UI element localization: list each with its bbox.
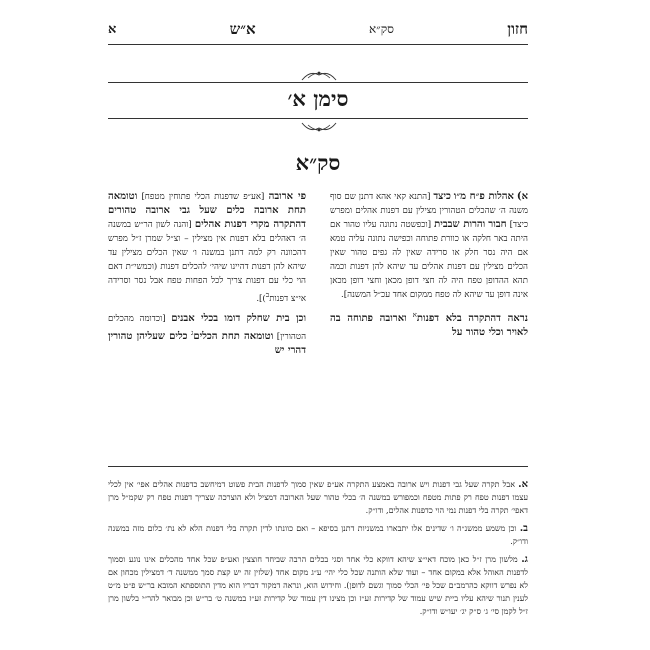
running-head-letter: א [108, 22, 117, 37]
bold-text: והרות שבבית [434, 219, 486, 230]
footnote-ref: א [412, 310, 417, 319]
body-text: [התנא קאי אהא דתנן שם סוף משנה ה׳ שהכלים הטהורין מצילין עם דפנות אהלים ומפרש כיצד] [330, 192, 529, 230]
paragraph [330, 308, 528, 340]
footnote-mark: ג. [521, 554, 528, 565]
footnote [108, 553, 528, 618]
bold-text: וטומאה תחת ארובה כלים שעל גבי ארובה טהורים דהתקרה מקרי דפנות אהלים [108, 191, 306, 230]
siman-title: סימן א׳ [287, 86, 349, 111]
bottom-ornament-icon [300, 121, 338, 135]
footnote [108, 478, 528, 517]
footnote-mark: ב. [519, 523, 529, 534]
bold-text: כיצד [433, 191, 451, 202]
text-column-left [108, 190, 306, 430]
footnote-rule [108, 466, 528, 467]
running-head-word: א״ש [229, 19, 256, 38]
header-rule [108, 44, 528, 45]
paragraph [330, 190, 528, 302]
bold-text: וטומאה תחת הכלים [193, 330, 274, 342]
title-rule-top [108, 82, 528, 83]
running-head-title: חזון [507, 19, 528, 38]
footnote-text: אבל תקרה שעל גבי דפנות ויש ארובה באמצע התקרה אע״פ שאין סמוך לדפנות הבית פשוט דמיחשב כדפנות אהלים אפי׳ אין לכלי עצמו דפנות טפח רק פתות מטפח וכמפורש במשנה ה׳ בכלי טהור שעל הארובה דמציל ולא הוצרכה שצריך דפנות טפח רק שקמ״ל מרן דאפי׳ תקרה בלי דפנות נמי הוי כדפנות אהלים, ודו״ק. [108, 480, 528, 515]
running-head-sk: סק״א [368, 21, 394, 36]
body-text: )]. [256, 293, 266, 304]
footnote-text: וכן משמע ממשנ״ה ו׳ שדינים אלו יתבארו במשניות דתנן בסיפא – ואם כוונתו לדין תקרה בלי דפנות הלא לא נת׳ כלום מזה במשנה ודו״ק. [108, 524, 528, 546]
footnote [108, 522, 528, 548]
bold-text: וארובה פתוחה בה לאויר וכלי טהור על [330, 312, 528, 338]
top-ornament-icon [300, 68, 338, 82]
bold-text: אהלות פ״ח מ״ו [453, 191, 514, 202]
body-text: [אע״פ שדפנות הכלי פתוחין מטפח] [141, 192, 265, 202]
footnote-text: מלשון מרן ז״ל כאן מוכח דאי״צ שיהא דווקא כלי אחד וסגי בכלים הרבה שביחד חוצצין ואע״פ שכל אחד מהכלים אינו נוגע וסמוך לדפנות האוהל אלא במקום אחד – ועוד שלא הותנה שכל כלי יהי׳ ע״ג מקום אחד (שלזין זה יש קצת סמך ממשנה ד׳ דמצילין מכחון אם לא נפרש דווקא כהרמב״ם שכל פי׳ הכלי סמוך וגשם לדופן). וחידוש הוא, ונראה דמקור דבריו הוא מדין התוספתא המובא בר״ש פ״ט מ״ט לענין תנור שיהא עליו ביית שיש עמוד של קדירות זע״ז וכן מצינו דין עמוד של קדירות זע״ז במשנה ט׳ בר״ש וכן מבואר להר״י בלשון מרן ז״ל לקמן סי׳ ג׳ ס״ק יג׳ יעו״ש ודו״ק. [108, 555, 528, 616]
bold-text: וכן בית שחלק דומו בכלי אבנים [171, 312, 306, 324]
footnote-ref: ב [265, 290, 270, 299]
text-column-right [330, 190, 528, 430]
paragraph [108, 190, 306, 306]
running-head [108, 18, 528, 40]
body-text: [והנה לשון הר״ש במשנה ה׳ דאהלים בלא דפנות אין מצילין – וצ״ל שמרן ז״ל מפרש דהכוונה רק למה דתנן במשנה ו׳ שאין הכלים מצילין עד שיהא להן דפנות דהיינו שיהי׳ להכלים דפנות (וכמשי״ת דאם הוי כלי עם דפנות צריך לכל הפחות טפח אבל נסר וסרידה אי״צ דפנות [108, 220, 306, 304]
footnotes [108, 478, 528, 623]
title-rule-bottom [108, 118, 528, 119]
footnote-ref: ג [191, 327, 194, 337]
bold-text: פי ארובה [268, 191, 307, 202]
bold-text: כלים שעליהן טהורין דהרי יש [108, 330, 306, 356]
body-text: [וכדומה מהכלים הטהורין] [108, 313, 307, 342]
body-text: [וכפשטה נתונה עליו טהור אם היתה באר חלקה או כוורת פתוחה וכפישה נתונה עליה טמא אם היה נסר חלק או סרידה שאין לה גפים טהור שאין הכלים מצילין עם דפנות אהלים עד שיהא להן דפנות וכמה תהא ההדופן טפח היה לה חצי דופן מכאן וחצי דופן מכאן אינה דופן עד שיהא לה טפח ממקום אחד עכ״ל המשנה]. [330, 220, 528, 300]
bold-text: חבור [488, 219, 507, 230]
paragraph-marker: א) [516, 191, 529, 202]
paragraph [108, 312, 306, 358]
sk-title: סק״א [295, 150, 341, 175]
bold-text: נראה דהתקרה בלא דפנות [416, 312, 528, 324]
footnote-mark: א. [518, 479, 529, 490]
